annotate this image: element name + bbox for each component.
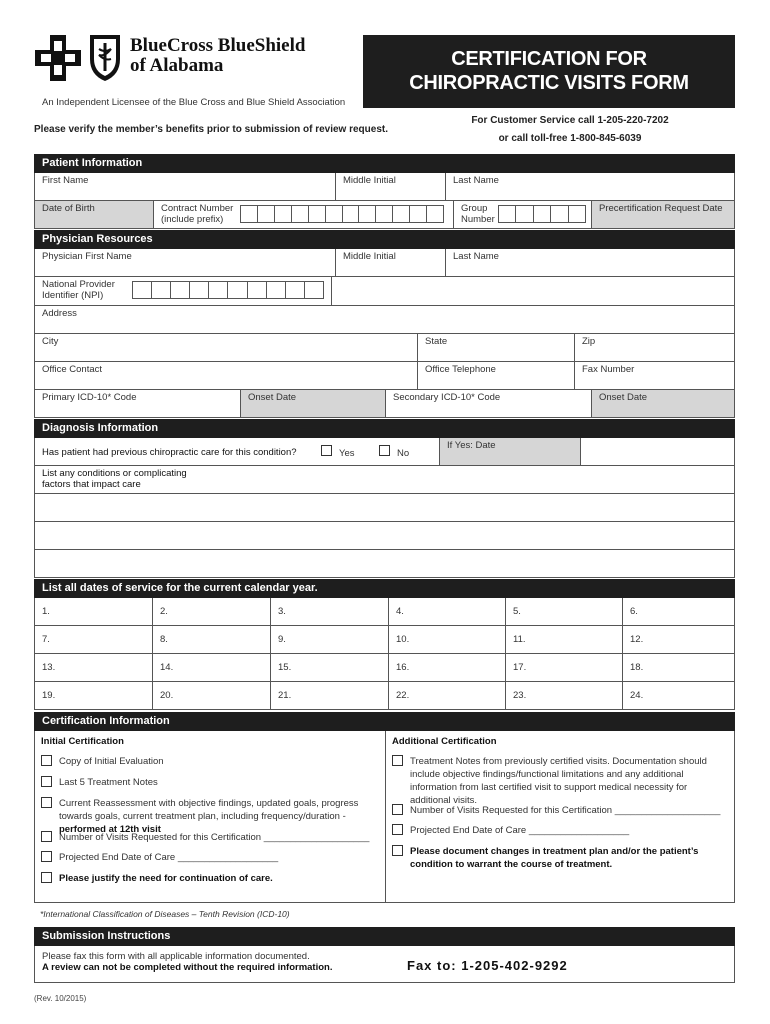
justify-label: Please justify the need for continuation of care. [59, 873, 273, 884]
date-of-service-field[interactable]: 17. [505, 654, 622, 681]
toll-free-phone: or call toll-free 1-800-845-6039 [498, 133, 642, 144]
customer-service-phone: For Customer Service call 1-205-220-7202 [471, 115, 669, 126]
physician-first-name-field[interactable]: Physician First Name [42, 251, 132, 262]
form-title [363, 35, 735, 108]
date-of-service-field[interactable]: 11. [505, 626, 622, 653]
justify-checkbox[interactable] [41, 872, 52, 883]
dates-row [34, 598, 735, 626]
previous-care-row [34, 438, 735, 466]
date-of-service-field[interactable]: 21. [270, 682, 388, 709]
city-row [34, 334, 735, 362]
conditions-line-4[interactable] [34, 550, 735, 578]
fax-number-field[interactable]: Fax Number [574, 362, 734, 389]
licensee-text: An Independent Licensee of the Blue Cross and Blue Shield Association [42, 97, 346, 108]
brand-line-1: BlueCross BlueShield [130, 35, 306, 56]
patient-info-header: Patient Information [34, 154, 735, 173]
revision-date: (Rev. 10/2015) [34, 994, 87, 1003]
additional-item-treatment-notes[interactable] [392, 755, 727, 807]
date-of-service-field[interactable]: 6. [622, 598, 736, 625]
submission-fax-number: Fax to: 1-205-402-9292 [407, 958, 568, 973]
document-changes-label: Please document changes in treatment plan and/or the patient’s condition to warrant the course of treatment. [410, 846, 699, 870]
initial-certification-title: Initial Certification [41, 736, 124, 747]
conditions-line-3[interactable] [34, 522, 735, 550]
initial-item-justify[interactable] [41, 872, 381, 885]
contract-number-field[interactable] [153, 201, 453, 228]
brand-name [130, 36, 305, 76]
date-of-service-field[interactable]: 19. [42, 690, 56, 701]
additional-end-date-label: Projected End Date of Care ___________________ [410, 825, 630, 836]
date-of-service-field[interactable]: 13. [42, 662, 56, 673]
bluecross-logo [33, 33, 83, 83]
date-of-service-field[interactable]: 15. [270, 654, 388, 681]
initial-item-visits[interactable] [41, 831, 381, 844]
contract-number-boxes[interactable] [240, 205, 444, 223]
physician-name-row [34, 249, 735, 277]
additional-item-document-changes[interactable] [392, 845, 727, 871]
additional-item-visits[interactable] [392, 804, 727, 817]
submission-instructions-header: Submission Instructions [34, 927, 735, 946]
secondary-icd-field[interactable]: Secondary ICD-10* Code [385, 390, 591, 417]
office-contact-field[interactable]: Office Contact [42, 364, 103, 375]
certification-box [34, 731, 735, 903]
previous-care-no-checkbox[interactable] [379, 445, 390, 456]
previous-care-yes-checkbox[interactable] [321, 445, 332, 456]
previous-care-date-field[interactable]: If Yes: Date [439, 438, 580, 465]
physician-last-name-field[interactable]: Last Name [445, 249, 734, 276]
physician-state-field[interactable]: State [417, 334, 574, 361]
date-of-service-field[interactable]: 5. [505, 598, 622, 625]
reassessment-bold-suffix: performed at 12th visit [59, 824, 161, 835]
date-of-service-field[interactable]: 24. [622, 682, 736, 709]
previous-care-no-label: No [397, 448, 410, 459]
date-of-service-field[interactable]: 23. [505, 682, 622, 709]
date-of-service-field[interactable]: 16. [388, 654, 505, 681]
submission-content [35, 946, 734, 982]
reassessment-label: Current Reassessment with objective findings, updated goals, progress towards goals, current treatment plan, including frequency/duration - [59, 798, 359, 822]
initial-item-end-date[interactable] [41, 851, 381, 864]
initial-item-evaluation[interactable] [41, 755, 371, 768]
date-of-service-field[interactable]: 12. [622, 626, 736, 653]
address-row [34, 306, 735, 334]
treatment-notes-checkbox[interactable] [41, 776, 52, 787]
initial-evaluation-checkbox[interactable] [41, 755, 52, 766]
previous-care-yes-label: Yes [339, 448, 355, 459]
primary-onset-date-field[interactable]: Onset Date [240, 390, 385, 417]
patient-last-name-field[interactable]: Last Name [445, 173, 734, 200]
initial-item-treatment-notes[interactable] [41, 776, 371, 789]
initial-evaluation-label: Copy of Initial Evaluation [59, 756, 164, 767]
contract-number-label: Contract Number (include prefix) [161, 203, 234, 225]
date-of-service-field[interactable]: 22. [388, 682, 505, 709]
title-line-2: CHIROPRACTIC VISITS FORM [409, 72, 689, 94]
physician-resources-header: Physician Resources [34, 230, 735, 249]
physician-middle-initial-field[interactable]: Middle Initial [335, 249, 445, 276]
dates-row [34, 626, 735, 654]
brand-line-2: of Alabama [130, 55, 224, 76]
icd-row [34, 390, 735, 418]
date-of-service-field[interactable]: 7. [42, 634, 50, 645]
patient-middle-initial-field[interactable]: Middle Initial [335, 173, 445, 200]
dates-of-service-header: List all dates of service for the current calendar year. [34, 579, 735, 598]
group-number-boxes[interactable] [498, 205, 586, 223]
date-of-service-field[interactable]: 20. [152, 682, 270, 709]
previous-care-label: Has patient had previous chiropractic care for this condition? [42, 447, 297, 458]
contact-row [34, 362, 735, 390]
conditions-row [34, 466, 735, 494]
office-telephone-field[interactable]: Office Telephone [417, 362, 574, 389]
dates-row [34, 682, 735, 710]
date-of-service-field[interactable]: 8. [152, 626, 270, 653]
reassessment-checkbox[interactable] [41, 797, 52, 808]
patient-name-row [34, 173, 735, 201]
dates-row [34, 654, 735, 682]
additional-visits-checkbox[interactable] [392, 804, 403, 815]
date-of-service-field[interactable]: 10. [388, 626, 505, 653]
initial-visits-label: Number of Visits Requested for this Certification ____________________ [59, 832, 370, 843]
title-line-1: CERTIFICATION FOR [451, 48, 647, 70]
conditions-field[interactable] [35, 466, 734, 493]
precert-request-date-field[interactable]: Precertification Request Date [591, 201, 734, 228]
submission-box [34, 946, 735, 983]
additional-certification-section [385, 731, 734, 902]
treatment-notes-label: Last 5 Treatment Notes [59, 777, 158, 788]
physician-city-field[interactable]: City [42, 336, 59, 347]
additional-end-date-checkbox[interactable] [392, 824, 403, 835]
npi-label: National Provider Identifier (NPI) [42, 279, 115, 301]
initial-end-date-checkbox[interactable] [41, 851, 52, 862]
previous-care-question [35, 438, 439, 465]
date-of-service-field[interactable]: 18. [622, 654, 736, 681]
npi-field[interactable] [35, 277, 331, 305]
date-of-service-field[interactable]: 9. [270, 626, 388, 653]
additional-visits-label: Number of Visits Requested for this Certification ____________________ [410, 805, 721, 816]
physician-address-field[interactable]: Address [42, 308, 77, 319]
document-changes-checkbox[interactable] [392, 845, 403, 856]
icd-footnote: *International Classification of Diseases – Tenth Revision (ICD-10) [40, 909, 290, 919]
additional-treatment-notes-checkbox[interactable] [392, 755, 403, 766]
conditions-line-2[interactable] [34, 494, 735, 522]
date-of-birth-field[interactable]: Date of Birth [35, 201, 153, 228]
date-of-service-field[interactable]: 4. [388, 598, 505, 625]
date-of-service-field[interactable]: 2. [152, 598, 270, 625]
initial-end-date-label: Projected End Date of Care ___________________ [59, 852, 279, 863]
additional-item-end-date[interactable] [392, 824, 727, 837]
additional-treatment-notes-label: Treatment Notes from previously certified visits. Documentation should include objective findings/functional limitations and any additional information from last certified visit to support medical necessity for additional visits. [410, 756, 707, 806]
group-number-field[interactable] [453, 201, 591, 228]
npi-extra-field[interactable] [331, 277, 734, 305]
patient-first-name-field[interactable]: First Name [42, 175, 89, 186]
submission-line-1: Please fax this form with all applicable information documented. [42, 951, 310, 962]
npi-boxes[interactable] [132, 281, 324, 299]
diagnosis-info-header: Diagnosis Information [34, 419, 735, 438]
group-number-label: Group Number [461, 203, 495, 225]
initial-certification-section [35, 731, 385, 902]
submission-line-2: A review can not be completed without the required information. [42, 962, 333, 973]
primary-icd-field[interactable]: Primary ICD-10* Code [42, 392, 137, 403]
secondary-onset-date-field[interactable]: Onset Date [591, 390, 734, 417]
date-of-service-field[interactable]: 14. [152, 654, 270, 681]
additional-certification-title: Additional Certification [392, 736, 497, 747]
date-of-service-field[interactable]: 1. [42, 606, 50, 617]
previous-care-date-extra[interactable] [580, 438, 734, 465]
date-of-service-field[interactable]: 3. [270, 598, 388, 625]
blueshield-logo [88, 33, 122, 83]
conditions-label: List any conditions or complicating factors that impact care [42, 468, 187, 490]
initial-visits-checkbox[interactable] [41, 831, 52, 842]
certification-info-header: Certification Information [34, 712, 735, 731]
verify-benefits-note: Please verify the member’s benefits prior to submission of review request. [34, 124, 389, 135]
physician-zip-field[interactable]: Zip [574, 334, 734, 361]
patient-id-row [34, 201, 735, 229]
npi-row [34, 277, 735, 306]
